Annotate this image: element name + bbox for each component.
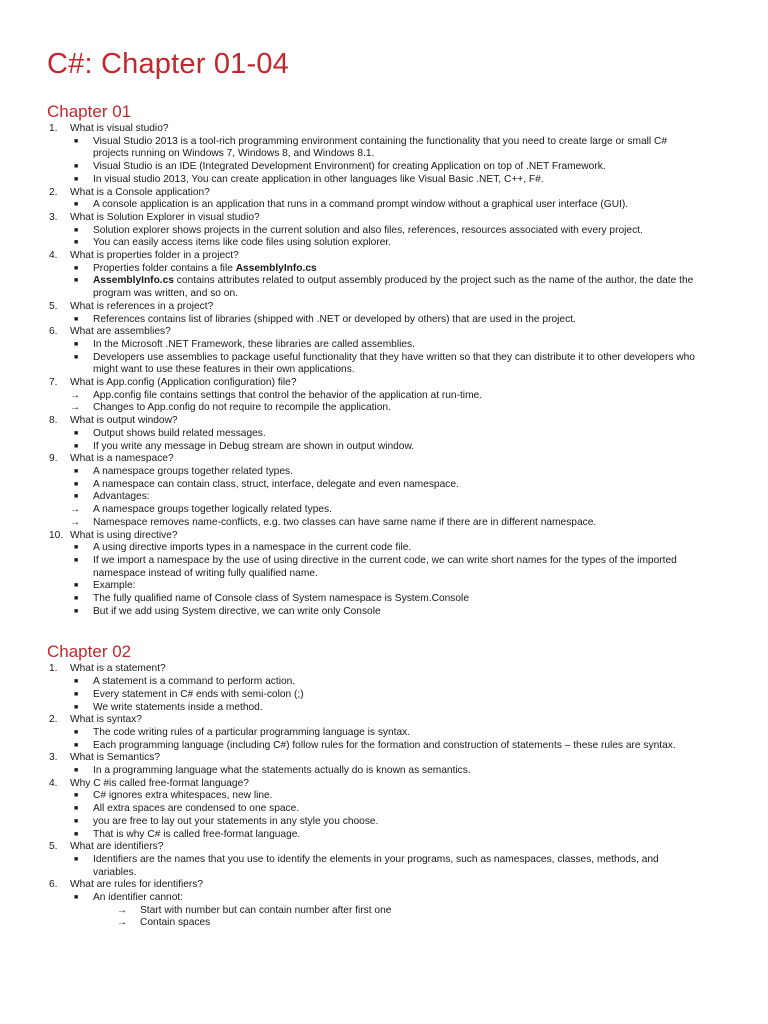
question-item <box>47 301 768 326</box>
question-number: 7. <box>49 377 58 389</box>
answer-text: An identifier cannot: <box>93 892 184 904</box>
square-bullet-icon: ■ <box>74 607 79 615</box>
answer-text: But if we add using System directive, we can write only Console <box>93 605 381 617</box>
answer-text: Developers use assemblies to package useful functionality that they have written so that they can distribute it to other developers who might want to use these features in their own applications. <box>93 351 695 376</box>
question-item <box>47 453 768 529</box>
answer-text: If you write any message in Debug stream are shown in output window. <box>93 440 415 452</box>
question-number: 5. <box>49 300 58 312</box>
answer-item <box>70 199 768 212</box>
right-arrow-icon: → <box>70 389 81 401</box>
answer-text: C# ignores extra whitespaces, new line. <box>93 790 273 802</box>
question-text: What is Solution Explorer in visual studio? <box>70 211 260 223</box>
right-arrow-icon: → <box>70 516 81 528</box>
answer-text: A namespace groups together related types. <box>93 465 293 477</box>
question-text: What is App.config (Application configuration) file? <box>70 377 297 389</box>
right-arrow-icon: → <box>117 917 128 929</box>
answer-text: A namespace groups together logically related types. <box>93 504 332 516</box>
question-text: What are assemblies? <box>70 326 171 338</box>
chapter-01-question-list <box>47 123 768 618</box>
answer-item <box>70 225 768 238</box>
question-number: 1. <box>49 663 58 675</box>
answer-text: Each programming language (including C#) follow rules for the formation and construction of statements – these rules are syntax. <box>93 739 676 751</box>
question-number: 2. <box>49 186 58 198</box>
answer-item <box>70 136 768 161</box>
answer-text: The code writing rules of a particular programming language is syntax. <box>93 726 411 738</box>
answer-item <box>70 676 768 689</box>
question-item <box>47 187 768 212</box>
question-number: 10. <box>49 529 64 541</box>
answer-list <box>70 466 768 530</box>
answer-text: In visual studio 2013, You can create application in other languages like Visual Basic .NET, C++, F#. <box>93 173 544 185</box>
answer-item <box>70 790 768 803</box>
answer-item <box>70 428 768 441</box>
question-text: What is Semantics? <box>70 752 161 764</box>
answer-list <box>70 199 768 212</box>
right-arrow-icon: → <box>70 504 81 516</box>
answer-item <box>70 917 768 930</box>
answer-item <box>70 593 768 606</box>
answer-item <box>70 816 768 829</box>
answer-text: Every statement in C# ends with semi-colon (;) <box>93 688 304 700</box>
question-number: 6. <box>49 326 58 338</box>
answer-text: Visual Studio is an IDE (Integrated Development Environment) for creating Application on top of .NET Framework. <box>93 161 606 173</box>
question-item <box>47 663 768 714</box>
answer-list <box>70 727 768 752</box>
square-bullet-icon: ■ <box>74 678 79 686</box>
answer-text: Start with number but can contain number after first one <box>140 904 392 916</box>
question-text: What is references in a project? <box>70 300 214 312</box>
answer-item <box>70 854 768 879</box>
answer-item <box>70 517 768 530</box>
question-number: 2. <box>49 714 58 726</box>
answer-item <box>70 580 768 593</box>
question-item <box>47 212 768 250</box>
answer-item <box>70 905 768 918</box>
question-number: 9. <box>49 453 58 465</box>
square-bullet-icon: ■ <box>74 805 79 813</box>
answer-list <box>70 854 768 879</box>
question-text: Why C #is called free-format language? <box>70 777 249 789</box>
answer-item <box>70 479 768 492</box>
answer-list <box>70 428 768 453</box>
square-bullet-icon: ■ <box>74 480 79 488</box>
answer-item <box>70 504 768 517</box>
answer-item <box>70 689 768 702</box>
answer-text: App.config file contains settings that control the behavior of the application at run-time. <box>93 389 483 401</box>
answer-list <box>70 390 768 415</box>
question-text: What are rules for identifiers? <box>70 879 204 891</box>
answer-item <box>70 491 768 504</box>
question-number: 5. <box>49 841 58 853</box>
answer-item <box>70 740 768 753</box>
bold-filename: AssemblyInfo.cs <box>235 262 317 274</box>
answer-list <box>70 892 768 930</box>
square-bullet-icon: ■ <box>74 315 79 323</box>
answer-list <box>70 676 768 714</box>
answer-text: Visual Studio 2013 is a tool-rich programming environment containing the functionality that you need to create large or small C# projects running on Windows 7, Windows 8, and Windows 8.1. <box>93 135 668 160</box>
answer-item <box>70 727 768 740</box>
square-bullet-icon: ■ <box>74 595 79 603</box>
square-bullet-icon: ■ <box>74 855 79 863</box>
answer-item <box>70 339 768 352</box>
answer-list <box>70 263 768 301</box>
square-bullet-icon: ■ <box>74 741 79 749</box>
answer-item <box>70 161 768 174</box>
answer-item <box>70 441 768 454</box>
answer-text: Example: <box>93 580 136 592</box>
question-text: What is a namespace? <box>70 453 174 465</box>
answer-list <box>70 765 768 778</box>
square-bullet-icon: ■ <box>74 264 79 272</box>
answer-text: Changes to App.config do not require to recompile the application. <box>93 402 391 414</box>
square-bullet-icon: ■ <box>74 544 79 552</box>
question-item <box>47 415 768 453</box>
answer-item <box>70 765 768 778</box>
answer-item <box>70 314 768 327</box>
question-item <box>47 530 768 619</box>
answer-list <box>70 339 768 377</box>
square-bullet-icon: ■ <box>74 226 79 234</box>
question-text: What is visual studio? <box>70 123 169 134</box>
square-bullet-icon: ■ <box>74 467 79 475</box>
answer-text: All extra spaces are condensed to one space. <box>93 803 300 815</box>
answer-text: References contains list of libraries (shipped with .NET or developed by others) that are used in the project. <box>93 313 576 325</box>
square-bullet-icon: ■ <box>74 340 79 348</box>
answer-item <box>70 237 768 250</box>
square-bullet-icon: ■ <box>74 277 79 285</box>
answer-text: If we import a namespace by the use of using directive in the current code, we can write short names for the types of the imported namespace instead of writing fully qualified name. <box>93 554 677 579</box>
question-number: 6. <box>49 879 58 891</box>
answer-text: Namespace removes name-conflicts, e.g. two classes can have same name if there are in different namespace. <box>93 516 597 528</box>
answer-item <box>70 466 768 479</box>
answer-item <box>70 542 768 555</box>
question-number: 1. <box>49 123 58 134</box>
square-bullet-icon: ■ <box>74 728 79 736</box>
question-item <box>47 123 768 187</box>
square-bullet-icon: ■ <box>74 201 79 209</box>
square-bullet-icon: ■ <box>74 163 79 171</box>
chapter-02-heading: Chapter 02 <box>47 642 132 662</box>
answer-text: you are free to lay out your statements in any style you choose. <box>93 815 379 827</box>
question-number: 3. <box>49 752 58 764</box>
bold-filename: AssemblyInfo.cs <box>93 275 174 287</box>
chapter-01-heading: Chapter 01 <box>47 102 132 121</box>
answer-item <box>70 390 768 403</box>
question-text: What is properties folder in a project? <box>70 250 239 262</box>
square-bullet-icon: ■ <box>74 582 79 590</box>
question-text: What is using directive? <box>70 529 178 541</box>
square-bullet-icon: ■ <box>74 429 79 437</box>
answer-text: Solution explorer shows projects in the current solution and also files, references, resources associated with every project. <box>93 224 643 236</box>
answer-text: We write statements inside a method. <box>93 701 263 713</box>
question-item <box>47 879 768 930</box>
answer-text: A statement is a command to perform action. <box>93 676 296 688</box>
answer-text: Contain spaces <box>140 917 211 929</box>
question-item <box>47 377 768 415</box>
answer-list <box>70 542 768 618</box>
answer-item <box>70 702 768 715</box>
square-bullet-icon: ■ <box>74 690 79 698</box>
answer-item <box>70 829 768 842</box>
question-text: What is output window? <box>70 415 178 427</box>
question-number: 8. <box>49 415 58 427</box>
square-bullet-icon: ■ <box>74 442 79 450</box>
answer-text: A using directive imports types in a namespace in the current code file. <box>93 542 412 554</box>
answer-text: contains attributes related to output assembly produced by the project such as the name of the author, the date the program was written, and so on. <box>93 275 694 300</box>
answer-item <box>70 606 768 619</box>
square-bullet-icon: ■ <box>74 493 79 501</box>
answer-text: Identifiers are the names that you use to identify the elements in your programs, such as namespaces, classes, methods, and variables. <box>93 853 659 878</box>
square-bullet-icon: ■ <box>74 817 79 825</box>
answer-text: A console application is an application that runs in a command prompt window without a graphical user interface (GUI). <box>93 199 629 211</box>
question-text: What is a Console application? <box>70 186 210 198</box>
question-text: What is syntax? <box>70 714 142 726</box>
question-number: 4. <box>49 777 58 789</box>
answer-list <box>70 136 768 187</box>
chapter-02-question-list <box>47 663 768 930</box>
answer-item <box>70 892 768 905</box>
question-number: 3. <box>49 211 58 223</box>
answer-text: That is why C# is called free-format language. <box>93 828 301 840</box>
answer-list <box>70 225 768 250</box>
square-bullet-icon: ■ <box>74 239 79 247</box>
question-item <box>47 326 768 377</box>
answer-list <box>70 790 768 841</box>
answer-item <box>70 263 768 276</box>
answer-item <box>70 555 768 580</box>
answer-text: In the Microsoft .NET Framework, these libraries are called assemblies. <box>93 338 415 350</box>
question-item <box>47 250 768 301</box>
answer-item <box>70 402 768 415</box>
answer-text: You can easily access items like code files using solution explorer. <box>93 237 392 249</box>
answer-text: In a programming language what the statements actually do is known as semantics. <box>93 765 471 777</box>
answer-text: Properties folder contains a file <box>93 262 236 274</box>
square-bullet-icon: ■ <box>74 556 79 564</box>
question-item <box>47 752 768 777</box>
answer-item <box>70 275 768 300</box>
square-bullet-icon: ■ <box>74 792 79 800</box>
answer-text: Advantages: <box>93 491 150 503</box>
answer-text: A namespace can contain class, struct, interface, delegate and even namespace. <box>93 478 459 490</box>
question-item <box>47 841 768 879</box>
question-item <box>47 778 768 842</box>
right-arrow-icon: → <box>117 904 128 916</box>
square-bullet-icon: ■ <box>74 767 79 775</box>
question-item <box>47 714 768 752</box>
square-bullet-icon: ■ <box>74 137 79 145</box>
square-bullet-icon: ■ <box>74 894 79 902</box>
square-bullet-icon: ■ <box>74 830 79 838</box>
document-title: C#: Chapter 01-04 <box>47 48 289 80</box>
answer-text: The fully qualified name of Console class of System namespace is System.Console <box>93 593 469 605</box>
answer-item <box>70 174 768 187</box>
square-bullet-icon: ■ <box>74 175 79 183</box>
question-text: What is a statement? <box>70 663 166 675</box>
answer-item <box>70 803 768 816</box>
square-bullet-icon: ■ <box>74 353 79 361</box>
answer-text: Output shows build related messages. <box>93 427 266 439</box>
answer-list <box>70 314 768 327</box>
square-bullet-icon: ■ <box>74 703 79 711</box>
question-number: 4. <box>49 250 58 262</box>
question-text: What are identifiers? <box>70 841 164 853</box>
right-arrow-icon: → <box>70 402 81 414</box>
answer-item <box>70 352 768 377</box>
